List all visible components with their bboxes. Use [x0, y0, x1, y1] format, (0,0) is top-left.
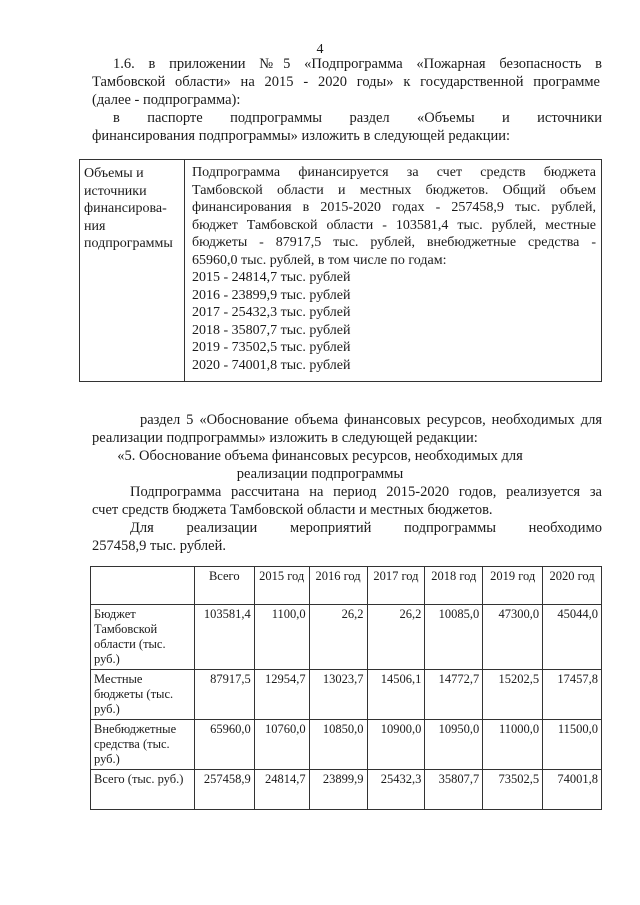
cell-value: 65960,0 [194, 720, 254, 770]
section5-heading-2: реализации подпрограммы [236, 466, 404, 482]
header-cell: 2016 год [309, 567, 367, 605]
cell-value: 10760,0 [254, 720, 309, 770]
intro-line-4: в паспорте подпрограммы раздел «Объемы и источники [113, 110, 602, 126]
table-row [91, 720, 602, 770]
cell-value: 1100,0 [254, 605, 309, 670]
section5-body-2: счет средств бюджета Тамбовской области и местных бюджетов. [92, 502, 493, 518]
header-cell: Всего [194, 567, 254, 605]
table-row [91, 770, 602, 810]
cell-value: 74001,8 [543, 770, 602, 810]
row-label: Внебюджетные средства (тыс. руб.) [91, 720, 195, 770]
section5-line-2: реализации подпрограммы» изложить в следующей редакции: [92, 430, 478, 446]
header-cell: 2020 год [543, 567, 602, 605]
section5-heading-1: «5. Обоснование объема финансовых ресурсов, необходимых для [117, 448, 523, 464]
cell-value: 45044,0 [543, 605, 602, 670]
section5-body-3: Для реализации мероприятий подпрограммы необходимо [130, 520, 602, 536]
table-row [91, 605, 602, 670]
cell-value: 47300,0 [483, 605, 543, 670]
row-label: Всего (тыс. руб.) [91, 770, 195, 810]
passport-text-line: Тамбовской области и местных бюджетов. Общий объем [192, 182, 596, 198]
cell-value: 10900,0 [367, 720, 425, 770]
cell-value: 15202,5 [483, 670, 543, 720]
table-row [91, 670, 602, 720]
header-cell: 2015 год [254, 567, 309, 605]
cell-value: 11000,0 [483, 720, 543, 770]
cell-value: 25432,3 [367, 770, 425, 810]
intro-line-5: финансирования подпрограммы» изложить в следующей редакции: [92, 128, 511, 144]
passport-text-line: финансирования в 2015-2020 годах - 257458,9 тыс. рублей, [192, 200, 596, 215]
cell-value: 35807,7 [425, 770, 483, 810]
passport-label-cell [80, 160, 185, 381]
section5-body-4: 257458,9 тыс. рублей. [92, 538, 226, 554]
passport-text-line: бюджет Тамбовской области - 103581,4 тыс. рублей, местные [192, 217, 596, 233]
page-number: 4 [316, 42, 324, 57]
passport-text-line: Подпрограмма финансируется за счет средств бюджета [192, 165, 596, 180]
cell-value: 10950,0 [425, 720, 483, 770]
passport-text-line: бюджеты - 87917,5 тыс. рублей, внебюджетные средства - [192, 235, 596, 250]
passport-year-line: 2016 - 23899,9 тыс. рублей [192, 287, 351, 303]
cell-value: 10085,0 [425, 605, 483, 670]
passport-year-line: 2017 - 25432,3 тыс. рублей [192, 305, 351, 320]
passport-text-line: 65960,0 тыс. рублей, в том числе по годам: [192, 252, 447, 268]
cell-value: 17457,8 [543, 670, 602, 720]
cell-value: 26,2 [309, 605, 367, 670]
cell-value: 14506,1 [367, 670, 425, 720]
cell-value: 14772,7 [425, 670, 483, 720]
header-cell: 2018 год [425, 567, 483, 605]
passport-year-line: 2018 - 35807,7 тыс. рублей [192, 322, 351, 338]
cell-value: 11500,0 [543, 720, 602, 770]
passport-label-line: ния [84, 218, 106, 234]
row-label: Местные бюджеты (тыс. руб.) [91, 670, 195, 720]
passport-year-line: 2015 - 24814,7 тыс. рублей [192, 270, 351, 285]
section5-line-1: раздел 5 «Обоснование объема финансовых ресурсов, необходимых для [140, 412, 602, 428]
cell-value: 13023,7 [309, 670, 367, 720]
header-cell [91, 567, 195, 605]
row-label: Бюджет Тамбовской области (тыс. руб.) [91, 605, 195, 670]
cell-value: 73502,5 [483, 770, 543, 810]
cell-value: 24814,7 [254, 770, 309, 810]
section5-body-1: Подпрограмма рассчитана на период 2015-2020 годов, реализуется за [130, 484, 602, 500]
passport-label-line: финансирова- [84, 201, 167, 216]
passport-label-line: Объемы и [84, 166, 144, 181]
cell-value: 23899,9 [309, 770, 367, 810]
passport-table [79, 159, 602, 382]
intro-line-1: 1.6. в приложении №5 «Подпрограмма «Пожарная безопасность в [113, 56, 602, 72]
cell-value: 12954,7 [254, 670, 309, 720]
cell-value: 10850,0 [309, 720, 367, 770]
passport-text-cell [192, 164, 596, 374]
intro-line-3: (далее - подпрограмма): [92, 92, 241, 108]
cell-value: 257458,9 [194, 770, 254, 810]
passport-label-line: подпрограммы [84, 236, 173, 251]
header-cell: 2017 год [367, 567, 425, 605]
cell-value: 87917,5 [194, 670, 254, 720]
passport-year-line: 2020 - 74001,8 тыс. рублей [192, 357, 351, 373]
cell-value: 26,2 [367, 605, 425, 670]
finance-header-row [91, 567, 602, 605]
cell-value: 103581,4 [194, 605, 254, 670]
passport-label-line: источники [84, 183, 147, 199]
finance-table [90, 566, 602, 810]
intro-line-2: Тамбовской области» на 2015 - 2020 годы» к государственной программе [92, 74, 600, 90]
header-cell: 2019 год [483, 567, 543, 605]
passport-year-line: 2019 - 73502,5 тыс. рублей [192, 340, 351, 355]
